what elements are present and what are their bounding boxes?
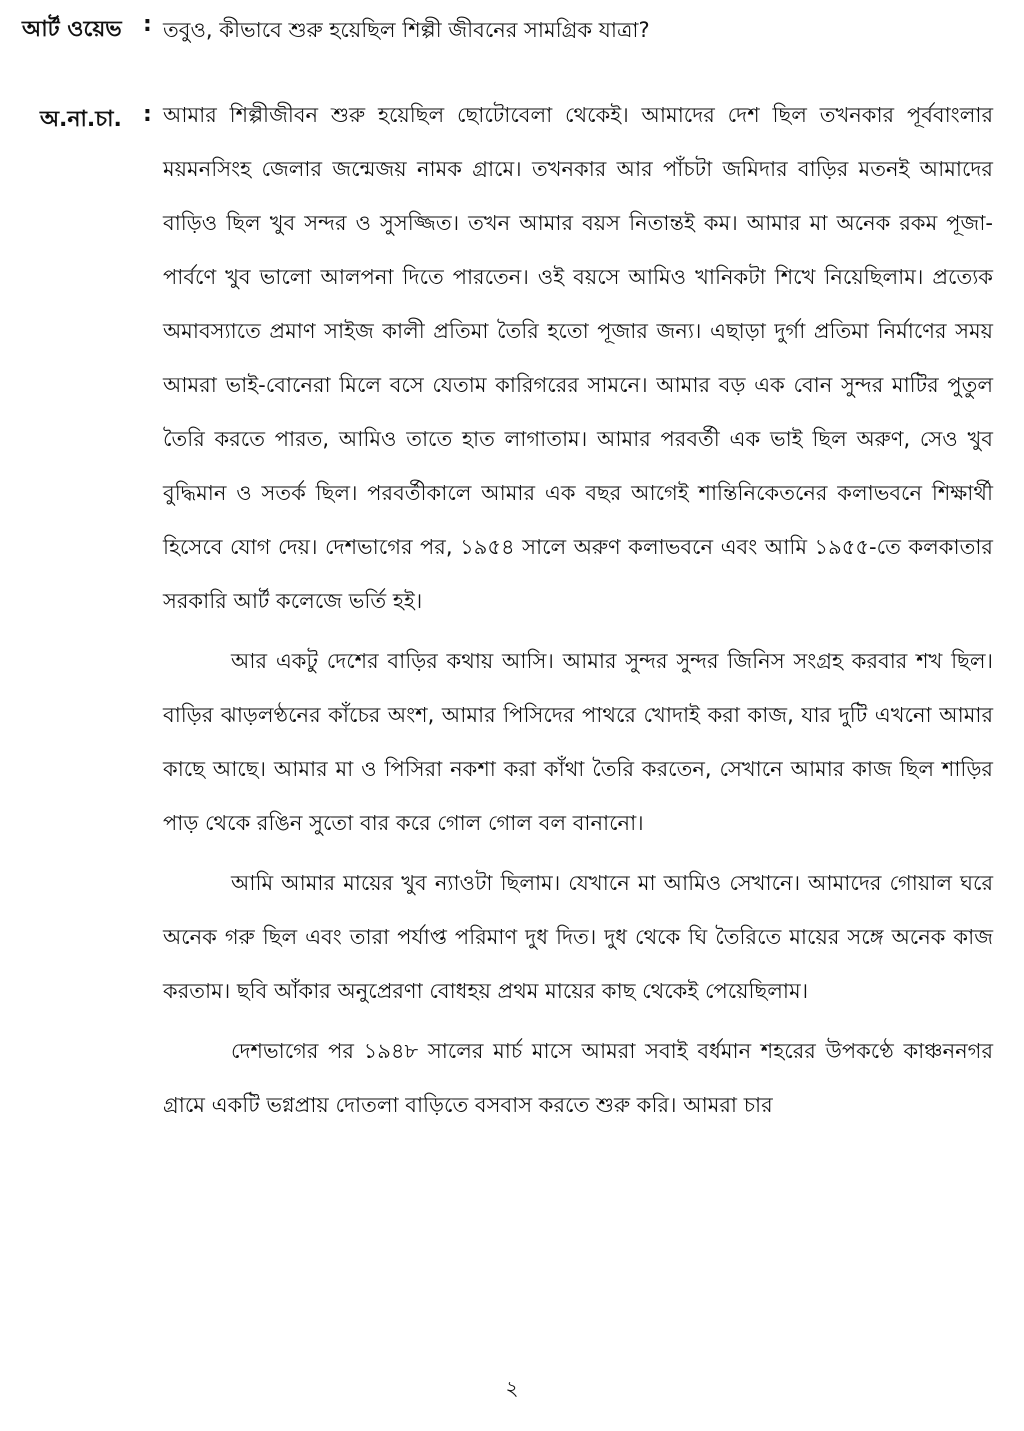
answer-body <box>163 88 993 1132</box>
question-text: তবুও, কীভাবে শুরু হয়েছিল শিল্পী জীবনের সামগ্রিক যাত্রা? <box>163 18 650 42</box>
question-row <box>0 6 1024 46</box>
answer-paragraph: আমি আমার মায়ের খুব ন্যাওটা ছিলাম। যেখানে মা আমিও সেখানে। আমাদের গোয়াল ঘরে অনেক গরু ছিল এবং তারা পর্যাপ্ত পরিমাণ দুধ দিত। দুধ থেকে ঘি তৈরিতে মায়ের সঙ্গে অনেক কাজ করতাম। ছবি আঁকার অনুপ্রেরণা বোধহয় প্রথম মায়ের কাছ থেকেই পেয়েছিলাম। <box>163 871 993 1003</box>
answer-separator: : <box>143 102 152 127</box>
answer-paragraph: দেশভাগের পর ১৯৪৮ সালের মার্চ মাসে আমরা সবাই বর্ধমান শহরের উপকণ্ঠে কাঞ্চননগর গ্রামে একটি ভগ্নপ্রায় দোতলা বাড়িতে বসবাস করতে শুরু করি। আমরা চার <box>163 1039 993 1117</box>
answer-paragraph: আর একটু দেশের বাড়ির কথায় আসি। আমার সুন্দর সুন্দর জিনিস সংগ্রহ করবার শখ ছিল। বাড়ির ঝাড়লণ্ঠনের কাঁচের অংশ, আমার পিসিদের পাথরে খোদাই করা কাজ, যার দুটি এখনো আমার কাছে আছে। আমার মা ও পিসিরা নকশা করা কাঁথা তৈরি করতেন, সেখানে আমার কাজ ছিল শাড়ির পাড় থেকে রঙিন সুতো বার করে গোল গোল বল বানানো। <box>163 649 993 835</box>
page-number: ২ <box>505 1376 519 1400</box>
answer-speaker: অ.না.চা. <box>40 107 122 132</box>
question-speaker: আর্ট ওয়েভ <box>22 17 122 42</box>
answer-paragraph: আমার শিল্পীজীবন শুরু হয়েছিল ছোটোবেলা থেকেই। আমাদের দেশ ছিল তখনকার পূর্ববাংলার ময়মনসিংহ জেলার জন্মেজয় নামক গ্রামে। তখনকার আর পাঁচটা জমিদার বাড়ির মতনই আমাদের বাড়িও ছিল খুব সন্দর ও সুসজ্জিত। তখন আমার বয়স নিতান্তই কম। আমার মা অনেক রকম পূজা-পার্বণে খুব ভালো আলপনা দিতে পারতেন। ওই বয়সে আমিও খানিকটা শিখে নিয়েছিলাম। প্রত্যেক অমাবস্যাতে প্রমাণ সাইজ কালী প্রতিমা তৈরি হতো পূজার জন্য। এছাড়া দুর্গা প্রতিমা নির্মাণের সময় আমরা ভাই-বোনেরা মিলে বসে যেতাম কারিগরের সামনে। আমার বড় এক বোন সুন্দর মাটির পুতুল তৈরি করতে পারত, আমিও তাতে হাত লাগাতাম। আমার পরবর্তী এক ভাই ছিল অরুণ, সেও খুব বুদ্ধিমান ও সতর্ক ছিল। পরবর্তীকালে আমার এক বছর আগেই শান্তিনিকেতনের কলাভবনে শিক্ষার্থী হিসেবে যোগ দেয়। দেশভাগের পর, ১৯৫৪ সালে অরুণ কলাভবনে এবং আমি ১৯৫৫-তে কলকাতার সরকারি আর্ট কলেজে ভর্তি হই। <box>163 103 993 613</box>
question-separator: : <box>143 12 152 37</box>
